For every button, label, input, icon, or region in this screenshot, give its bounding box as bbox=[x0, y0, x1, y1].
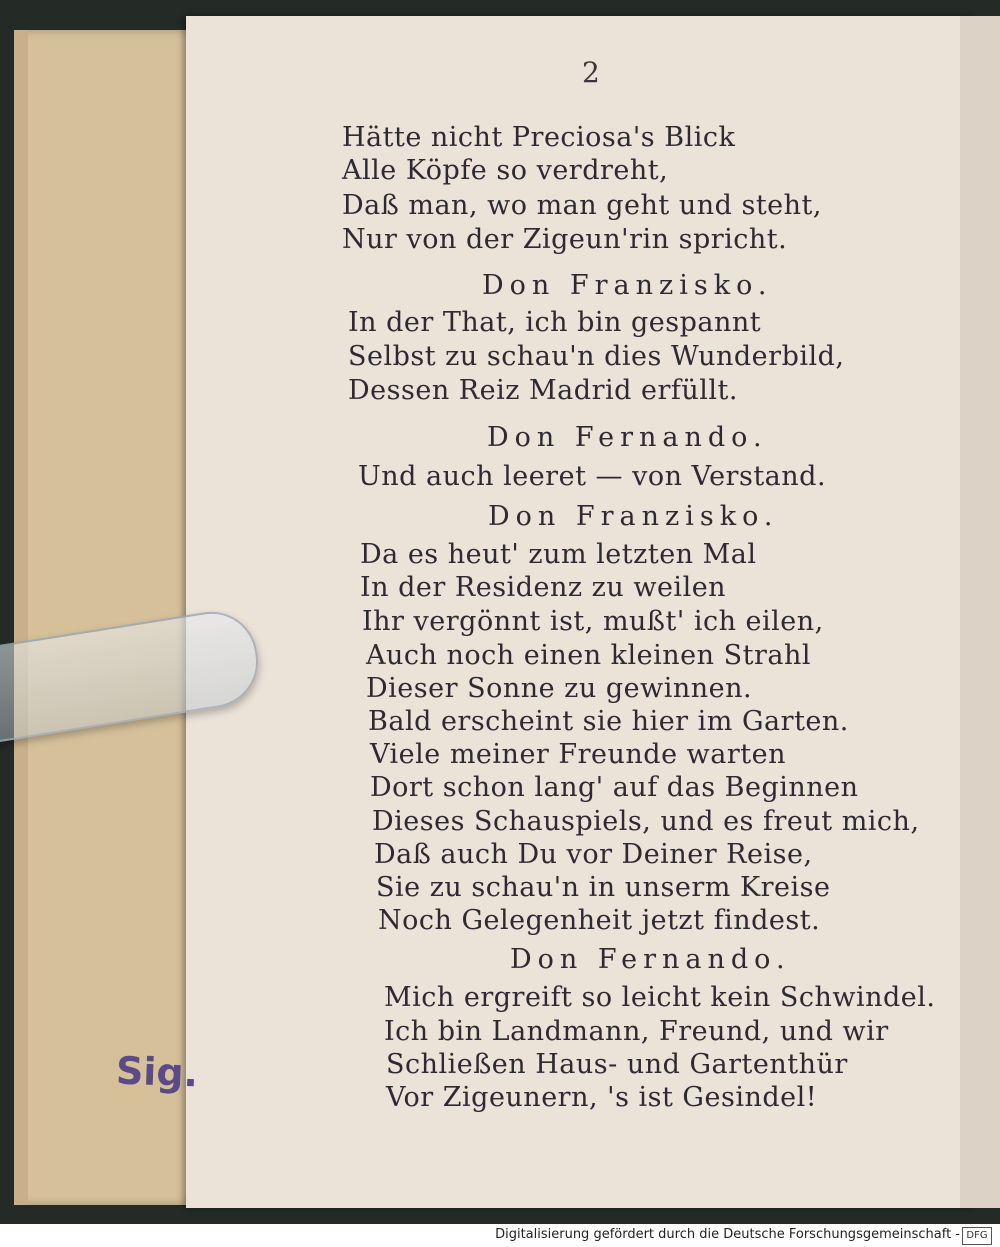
page-edge bbox=[960, 16, 1000, 1208]
verse-line: Dort schon lang' auf das Beginnen bbox=[370, 772, 859, 803]
speaker-name: Don Fernando. bbox=[510, 944, 791, 975]
verse-line: Noch Gelegenheit jetzt findest. bbox=[378, 905, 821, 936]
verse-line: Schließen Haus- und Gartenthür bbox=[386, 1049, 848, 1080]
verse-line: Dieses Schauspiels, und es freut mich, bbox=[372, 806, 920, 837]
dfg-logo-icon: DFG bbox=[962, 1227, 992, 1245]
verse-line: Mich ergreift so leicht kein Schwindel. bbox=[384, 982, 936, 1013]
verse-line: Da es heut' zum letzten Mal bbox=[360, 539, 757, 570]
verse-line: Selbst zu schau'n dies Wunderbild, bbox=[348, 341, 845, 372]
library-stamp: Sig. bbox=[115, 1048, 199, 1096]
verse-line: Ihr vergönnt ist, mußt' ich eilen, bbox=[362, 606, 824, 637]
verse-line: Bald erscheint sie hier im Garten. bbox=[368, 706, 849, 737]
footer-bar bbox=[0, 1224, 1000, 1247]
verse-line: Daß man, wo man geht und steht, bbox=[342, 190, 822, 221]
verse-line: Daß auch Du vor Deiner Reise, bbox=[374, 839, 813, 870]
verse-line: Dieser Sonne zu gewinnen. bbox=[366, 673, 753, 704]
verse-line: Sie zu schau'n in unserm Kreise bbox=[376, 872, 831, 903]
page-number: 2 bbox=[582, 56, 600, 89]
verse-line: Und auch leeret — von Verstand. bbox=[358, 461, 827, 492]
verse-line: Viele meiner Freunde warten bbox=[370, 739, 786, 770]
verse-line: Dessen Reiz Madrid erfüllt. bbox=[348, 375, 738, 406]
footer-credit: Digitalisierung gefördert durch die Deutsche Forschungsgemeinschaft - bbox=[495, 1227, 960, 1242]
cover-edge bbox=[14, 30, 28, 1205]
speaker-name: Don Fernando. bbox=[487, 422, 768, 453]
speaker-name: Don Franzisko. bbox=[482, 270, 773, 301]
verse-line: Hätte nicht Preciosa's Blick bbox=[342, 122, 736, 153]
speaker-name: Don Franzisko. bbox=[488, 501, 779, 532]
verse-line: Auch noch einen kleinen Strahl bbox=[366, 640, 811, 671]
verse-line: Vor Zigeunern, 's ist Gesindel! bbox=[386, 1082, 818, 1113]
verse-line: In der That, ich bin gespannt bbox=[348, 307, 762, 338]
verse-line: Alle Köpfe so verdreht, bbox=[342, 155, 669, 186]
verse-line: Nur von der Zigeun'rin spricht. bbox=[342, 224, 788, 255]
verse-line: Ich bin Landmann, Freund, und wir bbox=[384, 1016, 889, 1047]
verse-line: In der Residenz zu weilen bbox=[360, 572, 727, 603]
